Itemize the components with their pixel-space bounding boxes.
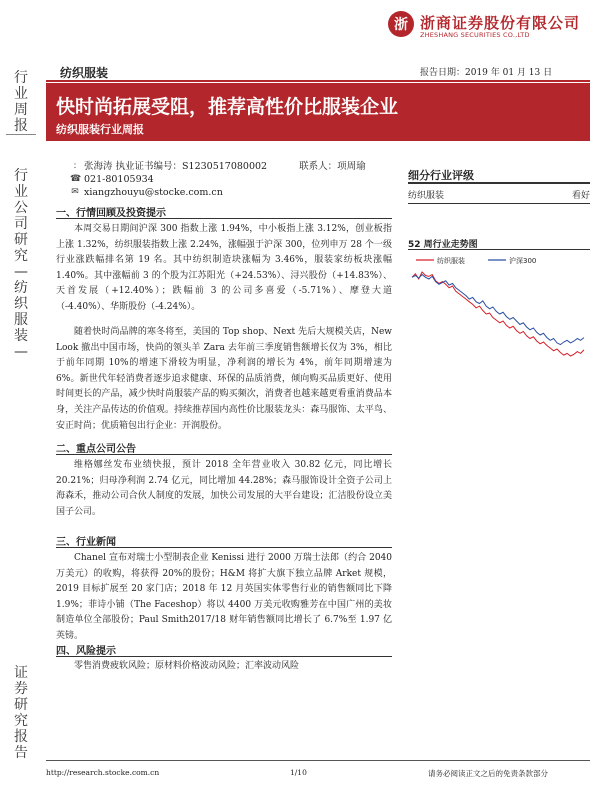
section-divider <box>56 656 392 657</box>
series-line <box>412 275 584 345</box>
sidebar-bottom-text <box>0 665 42 761</box>
header-divider <box>46 80 590 82</box>
sidebar-top-text <box>0 70 42 134</box>
section-heading-company-news: 二、重点公司公告 <box>56 444 136 455</box>
company-name-cn: 浙商证券股份有限公司 <box>420 14 581 32</box>
section-heading-industry-news: 三、行业新闻 <box>56 537 116 548</box>
paragraph-market-review: 本周交易日期间沪深 300 指数上涨 1.94%，中小板指上涨 3.12%，创业板指上涨 1.32%，纺织服装指数上涨 2.24%，涨幅强于沪深 300，位列申万 28 个一级行业涨跌幅排名第 19 名。其中纺织制造块涨幅为 3.46%，服装家纺板块涨幅 1.40%。其中涨幅前 3 的个股为江苏阳光（+24.53%）、浔兴股份（+14.83%）、天首发展（+12.40%）；跌幅前 3 的公司多喜爱（-5.71%）、摩登大道（-4.40%）、华斯股份（-4.24%）。 <box>56 224 392 312</box>
rating-title: 细分行业评级 <box>408 169 474 182</box>
chart-divider <box>408 249 590 250</box>
legend-label: 沪深300 <box>509 257 537 265</box>
analyst-row-name <box>70 160 366 173</box>
analyst-row-email <box>70 186 366 199</box>
sidebar-top-label: 行业周报 <box>14 70 28 134</box>
footer-divider <box>46 760 590 761</box>
sidebar-middle-text <box>0 168 42 360</box>
paragraph-risk: 零售消费疲软风险；原材料价格波动风险；汇率波动风险 <box>74 661 300 671</box>
chart-title: 52 周行业走势图 <box>408 240 478 250</box>
paragraph-fast-fashion: 随着快时尚品牌的寒冬将至，美国的 Top shop、Next 先后大规模关店，New Look 撤出中国市场，快尚的领头羊 Zara 去年前三季度销售额增长仅为 3%，相比于前年同期 10%的增速下滑较为明显，净利润的增长为 4%，前年同期增速为 6%。新世代年轻消费者逐步追求健康、环保的品质消费，倾向购买品质更好、使用时间更长的产品，减少快时尚服装产品的购买频次，消费者也越来越更看重消费品本身，关注产品传达的价值观。持续推荐国内高性价比服装龙头：森马服饰、太平鸟、安正时尚；优质箱包出行企业：开润股份。 <box>56 327 392 431</box>
section-divider <box>56 454 392 455</box>
paragraph-industry-news: Chanel 宣布对瑞士小型制表企业 Kenissi 进行 2000 万瑞士法郎（约合 2040 万美元）的收购，将获得 20%的股份；H&M 将扩大旗下独立品牌 Arket 规模，2019 目标扩展至 20 家门店；2018 年 12 月英国实体零售行业的销售额同比下降 1.9%；菲诗小铺（The Faceshop）将以 4400 万美元收购雅芳在中国广州的美妆制造单位全部股份；Paul Smith2017/18 财年销售额同比增长了 6.7%至 1.97 亿英镑。 <box>56 553 392 641</box>
rating-industry: 纺织服装 <box>408 191 445 201</box>
email-icon: ✉ <box>71 187 79 197</box>
paragraph-company-news: 维格娜丝发布业绩快报，预计 2018 全年营业收入 30.82 亿元，同比增长 20.21%；归母净利润 2.74 亿元，同比增加 44.28%；森马服饰设计全资子公司上海森禾，推动公司合伙人制度的发展，加快公司发展的大平台建设；汇洁股份设立美国子公司。 <box>56 460 392 517</box>
rating-row <box>408 188 590 201</box>
phone-icon: ☎ <box>70 174 82 184</box>
analyst-name: 张海涛 执业证书编号：S1230517080002 <box>84 161 268 172</box>
section-divider <box>56 547 392 548</box>
section-divider <box>56 218 392 219</box>
analyst-phone: 021-80105934 <box>84 174 154 185</box>
analyst-email[interactable]: xiangzhouyu@stocke.com.cn <box>84 187 223 198</box>
person-icon: : <box>73 161 77 171</box>
sidebar-bottom-label: 证券研究报告 <box>14 665 28 761</box>
sector-tag: 纺织服装 <box>60 66 109 80</box>
page-subtitle: 纺织服装行业周报 <box>56 123 144 136</box>
sidebar-middle-label: 行业公司研究—纺织服装— <box>14 168 28 360</box>
analyst-row-phone <box>70 173 366 186</box>
sidebar-divider <box>6 134 36 135</box>
company-logo-icon: 浙 <box>388 11 414 37</box>
page-title: 快时尚拓展受阻，推荐高性价比服装企业 <box>56 96 399 118</box>
analyst-block <box>70 160 366 199</box>
company-name-en: ZHESHANG SECURITIES CO.,LTD <box>420 31 530 39</box>
section-heading-risk: 四、风险提示 <box>56 646 116 657</box>
report-date: 报告日期：2019 年 01 月 13 日 <box>420 68 553 78</box>
legend-label: 纺织服装 <box>437 257 465 265</box>
rating-value: 看好 <box>571 191 590 201</box>
rating-divider <box>408 182 590 184</box>
rating-divider <box>408 203 590 204</box>
footer-url[interactable]: http://research.stocke.com.cn <box>46 768 160 777</box>
footer-disclaimer: 请务必阅读正文之后的免责条款部分 <box>428 769 548 778</box>
contact-person: 联系人：项周瑜 <box>299 161 366 172</box>
page-number: 1/10 <box>290 768 307 777</box>
section-heading-market-review: 一、行情回顾及投资提示 <box>56 208 166 219</box>
trend-chart <box>408 252 590 362</box>
